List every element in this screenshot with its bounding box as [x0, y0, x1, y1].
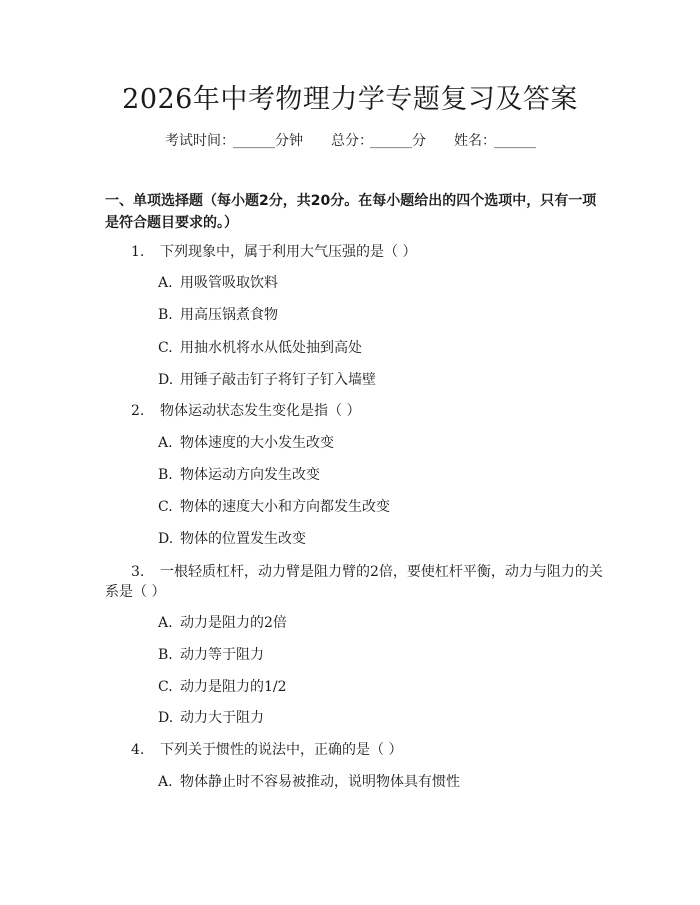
option-letter: C. — [158, 499, 173, 515]
name-label: 姓名： — [454, 133, 496, 149]
question-number: 4. — [131, 742, 145, 758]
option-text: 物体运动方向发生改变 — [180, 467, 320, 483]
question-number: 3. — [131, 564, 145, 580]
question-text: 一根轻质杠杆，动力臂是阻力臂的2倍，要使杠杆平衡，动力与阻力的关 — [160, 564, 603, 580]
question-text: 下列关于惯性的说法中，正确的是（ ） — [160, 742, 403, 758]
option-letter: C. — [158, 340, 173, 356]
option-text: 用吸管吸取饮料 — [180, 275, 278, 291]
option-letter: C. — [158, 679, 173, 695]
question-number: 2. — [131, 403, 145, 419]
option-text: 物体的速度大小和方向都发生改变 — [180, 499, 390, 515]
option-text: 物体的位置发生改变 — [180, 531, 306, 547]
score-blank: ______ — [370, 133, 412, 149]
question-number: 1. — [131, 244, 145, 260]
question-text: 下列现象中，属于利用大气压强的是（ ） — [160, 244, 417, 260]
option-text: 物体静止时不容易被推动，说明物体具有惯性 — [180, 774, 460, 790]
section-heading-line: 一、单项选择题（每小题2分，共20分。在每小题给出的四个选项中，只有一项 — [105, 193, 597, 209]
question-text: 系是（ ） — [105, 584, 166, 600]
option-letter: A. — [158, 774, 173, 790]
option-letter: B. — [158, 307, 173, 323]
option-text: 物体速度的大小发生改变 — [180, 435, 334, 451]
time-label: 考试时间： — [165, 133, 235, 149]
option-text: 动力是阻力的2倍 — [180, 615, 287, 631]
name-blank: ______ — [494, 133, 536, 149]
option-text: 动力是阻力的1/2 — [180, 679, 287, 695]
section-heading-line: 是符合题目要求的。） — [105, 215, 238, 231]
option-text: 用抽水机将水从低处抽到高处 — [180, 340, 362, 356]
option-letter: A. — [158, 435, 173, 451]
option-letter: B. — [158, 467, 173, 483]
page-title: 2026年中考物理力学专题复习及答案 — [122, 84, 578, 115]
option-text: 用高压锅煮食物 — [180, 307, 278, 323]
option-letter: D. — [158, 710, 174, 726]
option-letter: A. — [158, 275, 173, 291]
option-letter: A. — [158, 615, 173, 631]
score-label: 总分： — [331, 133, 373, 149]
score-unit: 分 — [412, 133, 426, 149]
option-text: 用锤子敲击钉子将钉子钉入墙壁 — [180, 372, 376, 388]
option-text: 动力等于阻力 — [180, 647, 264, 663]
section-heading — [105, 190, 605, 234]
question-text: 物体运动状态发生变化是指（ ） — [160, 403, 361, 419]
time-unit: 分钟 — [275, 133, 303, 149]
option-letter: D. — [158, 531, 174, 547]
option-letter: B. — [158, 647, 173, 663]
option-letter: D. — [158, 372, 174, 388]
option-text: 动力大于阻力 — [180, 710, 264, 726]
time-blank: ______ — [233, 133, 275, 149]
